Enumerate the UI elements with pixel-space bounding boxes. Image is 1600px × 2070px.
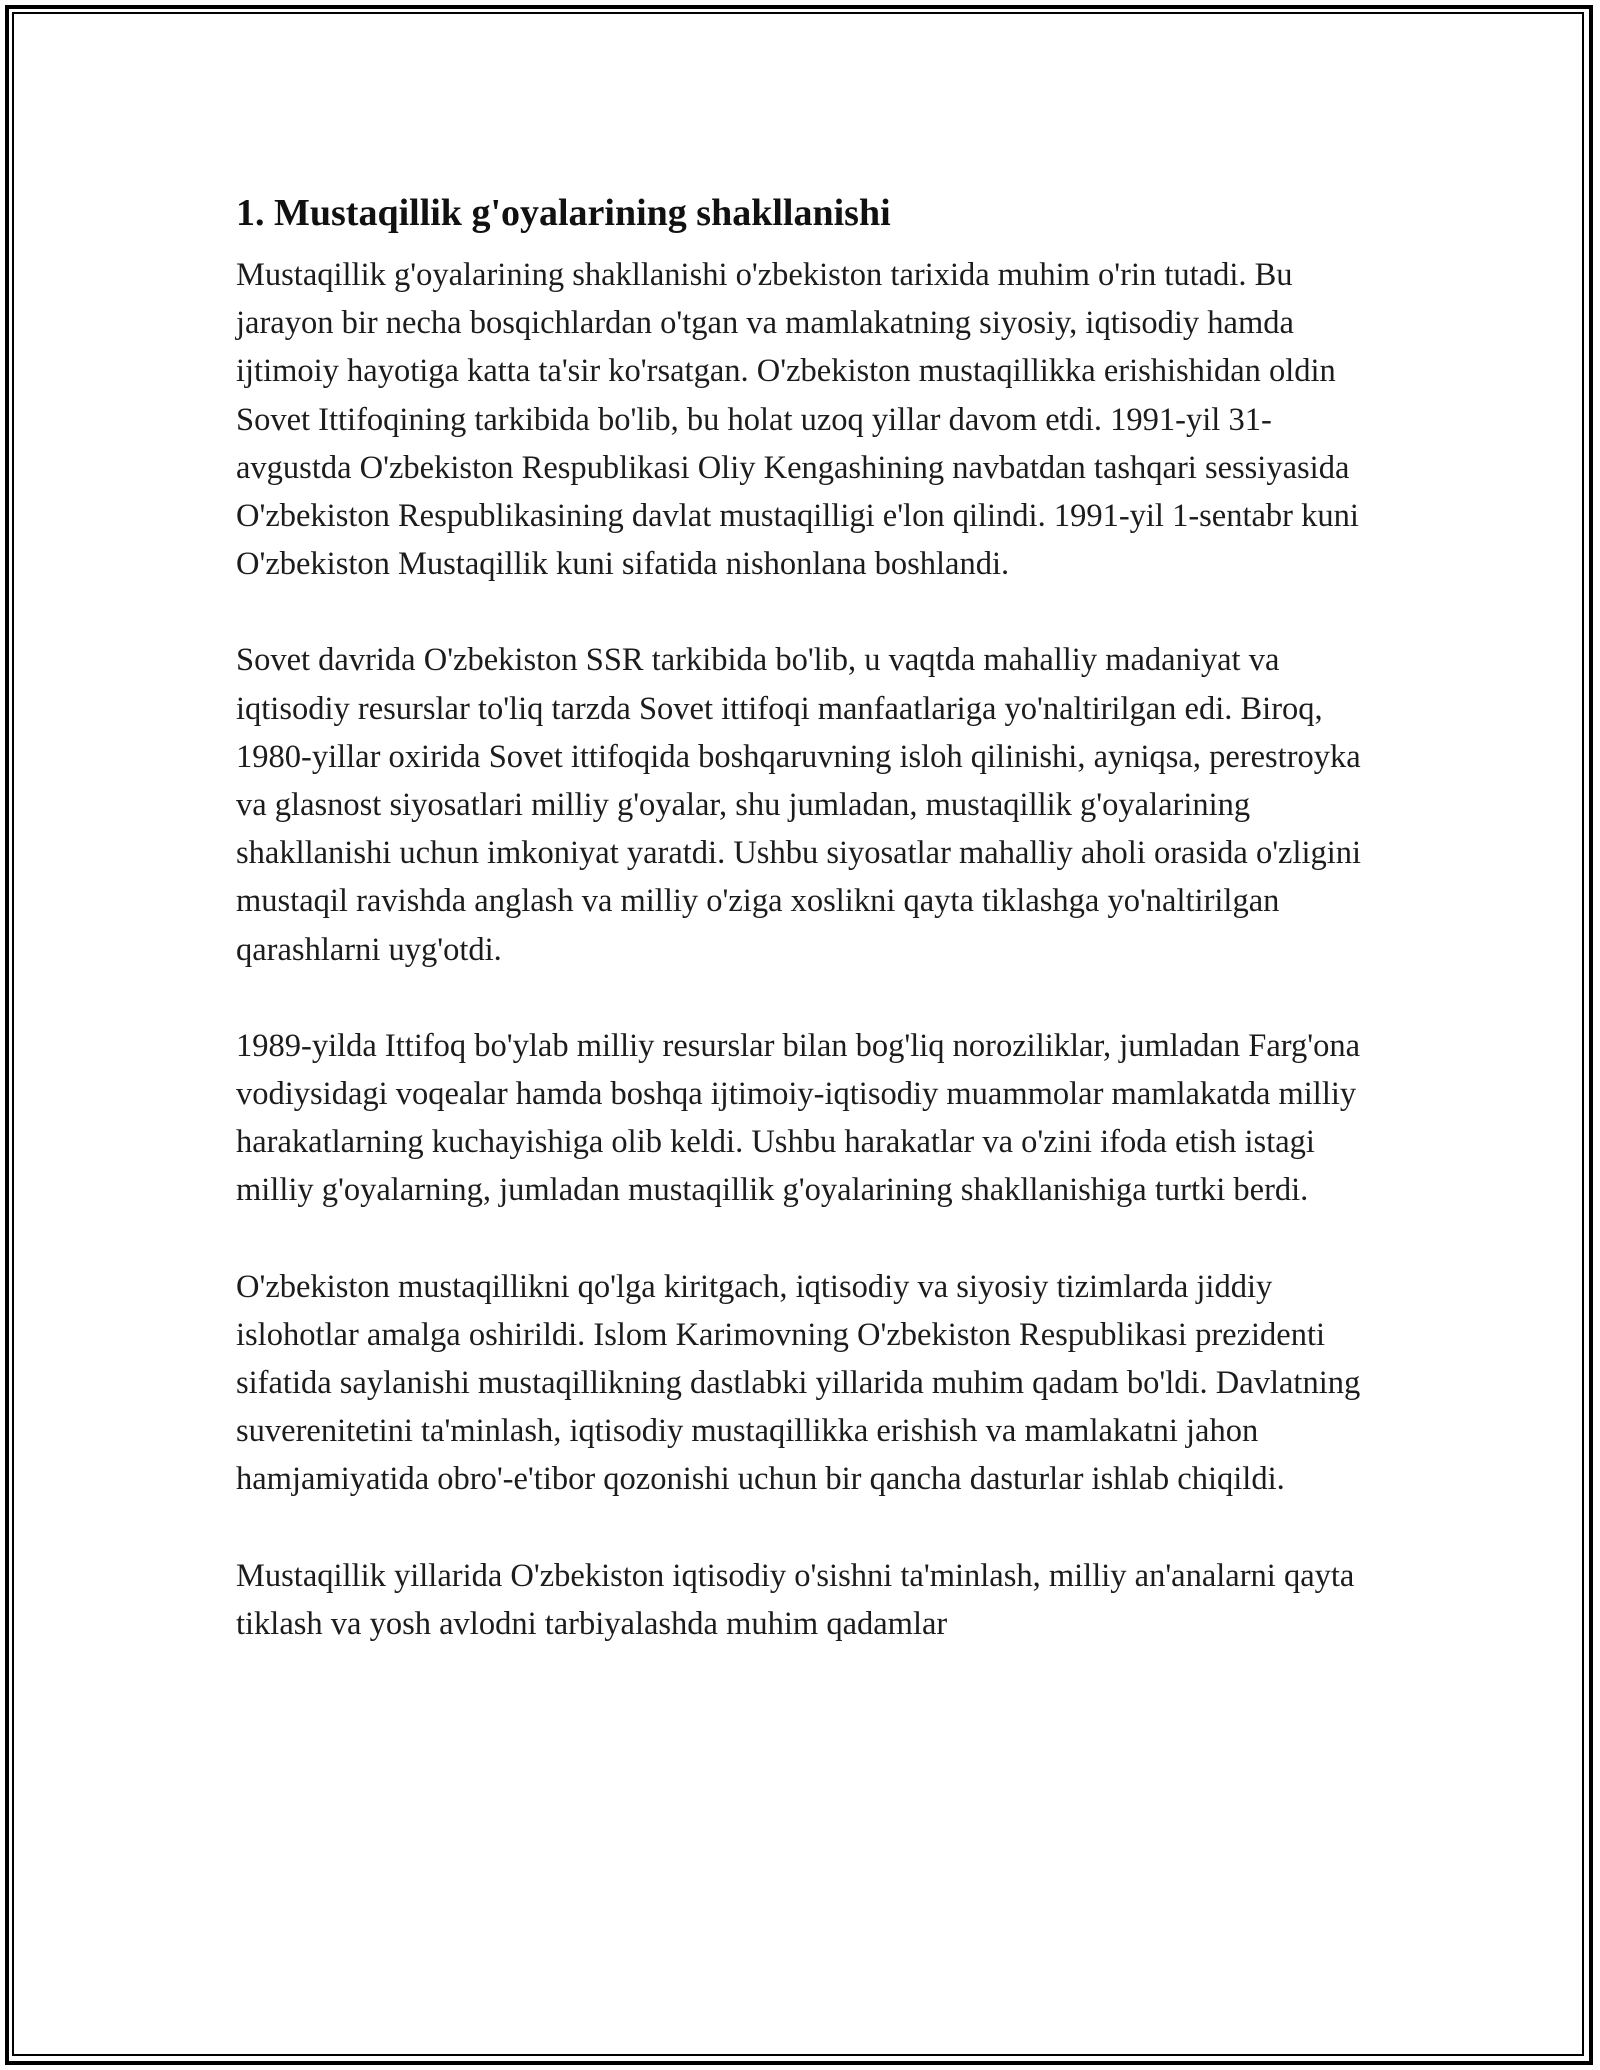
paragraph-4: O'zbekiston mustaqillikni qo'lga kiritgach, iqtisodiy va siyosiy tizimlarda jiddiy islohotlar amalga oshirildi. Islom Karimovning O'zbekiston Respublikasi prezidenti sifatida saylanishi mustaqillikning dastlabki yillarida muhim qadam bo'ldi. Davlatning suverenitetini ta'minlash, iqtisodiy mustaqillikka erishish va mamlakatni jahon hamjamiyatida obro'-e'tibor qozonishi uchun bir qancha dasturlar ishlab chiqildi. [236,1268,1361,1498]
document-page [236,185,1366,1696]
section-heading: 1. Mustaqillik g'oyalarining shakllanishi [236,192,891,234]
paragraph-1: Mustaqillik g'oyalarining shakllanishi o'zbekiston tarixida muhim o'rin tutadi. Bu jarayon bir necha bosqichlardan o'tgan va mamlakatning siyosiy, iqtisodiy hamda ijtimoiy hayotiga katta ta'sir ko'rsatgan. O'zbekiston mustaqillikka erishishidan oldin Sovet Ittifoqining tarkibida bo'lib, bu holat uzoq yillar davom etdi. 1991-yil 31-avgustda O'zbekiston Respublikasi Oliy Kengashining navbatdan tashqari sessiyasida O'zbekiston Respublikasining davlat mustaqilligi e'lon qilindi. 1991-yil 1-sentabr kuni O'zbekiston Mustaqillik kuni sifatida nishonlana boshlandi. [236,257,1359,583]
paragraph-2: Sovet davrida O'zbekiston SSR tarkibida bo'lib, u vaqtda mahalliy madaniyat va iqtisodiy resurslar to'liq tarzda Sovet ittifoqi manfaatlariga yo'naltirilgan edi. Biroq, 1980-yillar oxirida Sovet ittifoqida boshqaruvning isloh qilinishi, ayniqsa, perestroyka va glasnost siyosatlari milliy g'oyalar, shu jumladan, mustaqillik g'oyalarining shakllanishi uchun imkoniyat yaratdi. Ushbu siyosatlar mahalliy aholi orasida o'zligini mustaqil ravishda anglash va milliy o'ziga xoslikni qayta tiklashga yo'naltirilgan qarashlarni uyg'otdi. [236,642,1362,968]
paragraph-3: 1989-yilda Ittifoq bo'ylab milliy resurslar bilan bog'liq noroziliklar, jumladan Farg'ona vodiysidagi voqealar hamda boshqa ijtimoiy-iqtisodiy muammolar mamlakatda milliy harakatlarning kuchayishiga olib keldi. Ushbu harakatlar va o'zini ifoda etish istagi milliy g'oyalarning, jumladan mustaqillik g'oyalarining shakllanishiga turtki berdi. [236,1027,1361,1209]
paragraph-5: Mustaqillik yillarida O'zbekiston iqtisodiy o'sishni ta'minlash, milliy an'analarni qayta tiklash va yosh avlodni tarbiyalashda muhim qadamlar [236,1557,1355,1642]
